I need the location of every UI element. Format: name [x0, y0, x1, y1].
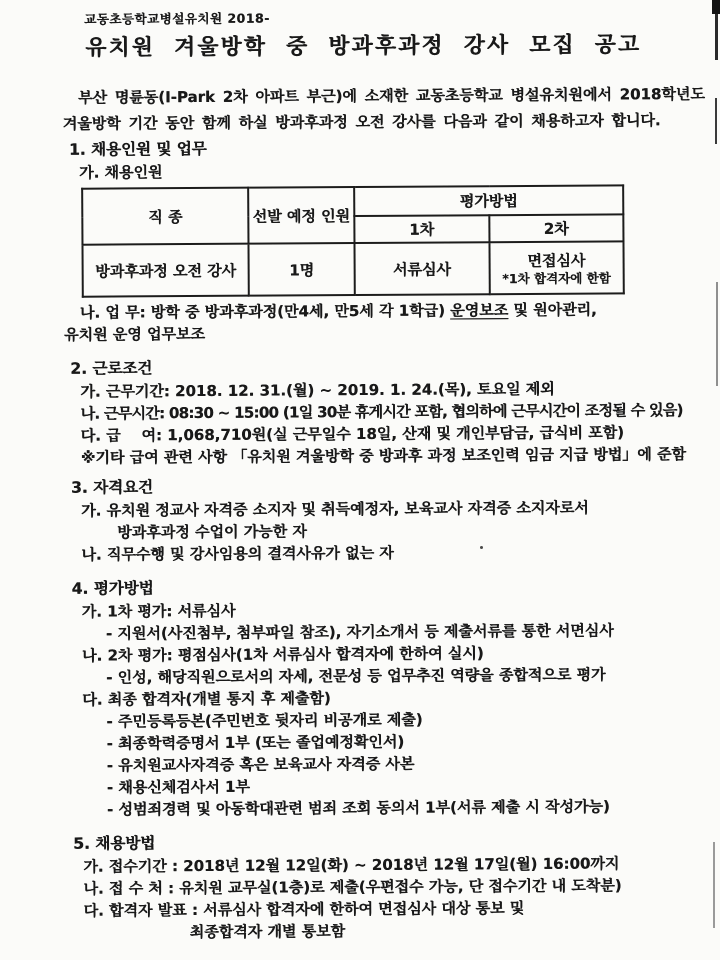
section-5-heading: 5. 채용방법 — [73, 834, 156, 853]
final-doc-5: - 성범죄경력 및 아동학대관련 범죄 조회 동의서 1부(서류 제출 시 작성가능) — [106, 797, 610, 819]
scan-artifact-top-right — [712, 0, 720, 14]
eval-round2: 나. 2차 평가: 평점심사(1차 서류심사 합격자에 한하여 실시) — [81, 644, 484, 665]
application-period: 가. 접수기간 : 2018년 12월 12일(화) ~ 2018년 12월 17일(월) 16:00까지 — [83, 854, 620, 876]
qualification-a-line-1: 가. 유치원 정교사 자격증 소지자 및 취득예정자, 보육교사 자격증 소지자로서 — [81, 498, 589, 520]
duty-text-underlined: 운영보조 — [450, 301, 509, 320]
intro-line-2: 겨울방학 기간 동안 함께 하실 방과후과정 오전 강사를 다음과 같이 채용하고자 합니다. — [62, 111, 661, 133]
eval-round2-detail: - 인성, 해당직원으로서의 자세, 전문성 등 업무추진 역량을 종합적으로 평가 — [106, 665, 606, 687]
section-5-items — [67, 852, 670, 944]
table-row — [82, 241, 623, 296]
table-header-eval: 평가방법 — [354, 185, 623, 216]
section-2-heading: 2. 근로조건 — [70, 359, 153, 378]
work-period: 가. 근무기간: 2018. 12. 31.(월) ~ 2019. 1. 24.(목), 토요일 제외 — [80, 379, 555, 401]
section-1-heading: 1. 채용인원 및 업무 — [68, 139, 207, 159]
announcement-line-1: 다. 합격자 발표 : 서류심사 합격자에 한하여 면접심사 대상 통보 및 — [83, 899, 525, 920]
table-header-job: 직 종 — [82, 188, 248, 245]
work-hours: 나. 근무시간: 08:30 ~ 15:00 (1일 30분 휴게시간 포함, 협의하에 근무시간이 조정될 수 있음) — [80, 401, 683, 423]
salary-note: ※기타 급여 관련 사항 「유치원 겨울방학 중 방과후 과정 보조인력 임금 지급 방법」에 준함 — [80, 445, 686, 467]
scan-artifact-middle-right-line — [716, 282, 718, 386]
table-header-count: 선발 예정 인원 — [248, 187, 354, 244]
table-cell-eval2-main: 면접심사 — [527, 251, 586, 270]
intro-paragraph — [62, 81, 705, 137]
section-1-item-a: 가. 채용인원 — [78, 163, 163, 182]
section-4-items — [66, 597, 669, 821]
document-ref-number: 교동초등학교병설유치원 2018- — [84, 10, 270, 27]
page-title: 유치원 겨울방학 중 방과후과정 강사 모집 공고 — [85, 32, 642, 61]
section-3-items — [65, 496, 667, 566]
table-cell-eval1: 서류심사 — [354, 242, 489, 295]
section-1-item-b-line-1 — [80, 298, 666, 324]
table-header-eval-round1: 1차 — [354, 215, 489, 243]
qualification-b: 나. 직무수행 및 강사임용의 결격사유가 없는 자 — [81, 543, 394, 564]
final-doc-3: - 유치원교사자격증 혹은 보육교사 자격증 사본 — [106, 754, 415, 775]
intro-line-1: 부산 명륜동(I-Park 2차 아파트 부근)에 소재한 교동초등학교 병설유치원에서 2018학년도 — [62, 84, 705, 107]
table-cell-job: 방과후과정 오전 강사 — [82, 244, 248, 297]
table-header-row-1 — [82, 185, 623, 217]
application-place: 나. 접 수 처 : 유치원 교무실(1층)로 제출(우편접수 가능, 단 접수기간 내 도착분) — [83, 876, 622, 898]
eval-round1: 가. 1차 평가: 서류심사 — [81, 601, 236, 621]
duty-text-prefix: 나. 업 무: 방학 중 방과후과정(만4세, 만5세 각 1학급) — [79, 301, 451, 322]
qualification-a-line-2: 방과후과정 수업이 가능한 자 — [117, 522, 307, 542]
table-cell-eval2-note: *1차 합격자에 한함 — [502, 269, 611, 286]
table-cell-count: 1명 — [248, 243, 354, 296]
final-doc-1: - 주민등록등본(주민번호 뒷자리 비공개로 제출) — [106, 710, 423, 731]
section-1-item-b-line-2: 유치원 운영 업무보조 — [63, 324, 205, 344]
final-doc-4: - 채용신체검사서 1부 — [106, 777, 250, 797]
section-2-items — [64, 377, 686, 469]
recruitment-table — [81, 184, 625, 297]
scan-artifact-lower-right-line — [713, 842, 715, 928]
eval-round1-detail: - 지원서(사진첨부, 첨부파일 참조), 자기소개서 등 제출서류를 통한 서면심사 — [105, 621, 614, 643]
section-3-heading: 3. 자격요건 — [70, 478, 153, 497]
duty-text-suffix: 및 원아관리, — [508, 300, 597, 320]
scan-artifact-top-right-line — [715, 14, 718, 60]
final-pass-docs: 다. 최종 합격자(개별 통지 후 제출함) — [82, 689, 331, 709]
table-cell-eval2 — [489, 241, 624, 294]
table-header-eval-round2: 2차 — [489, 214, 624, 242]
scan-speckle-dot — [480, 546, 483, 549]
salary: 다. 급 여: 1,068,710원(실 근무일수 18일, 산재 및 개인부담금, 급식비 포함) — [80, 423, 624, 445]
scan-artifact-upper-right-line — [715, 98, 717, 144]
final-doc-2: - 최종학력증명서 1부 (또는 졸업예정확인서) — [106, 732, 405, 753]
section-4-heading: 4. 평가방법 — [71, 579, 154, 598]
announcement-line-2: 최종합격자 개별 통보함 — [189, 922, 346, 942]
